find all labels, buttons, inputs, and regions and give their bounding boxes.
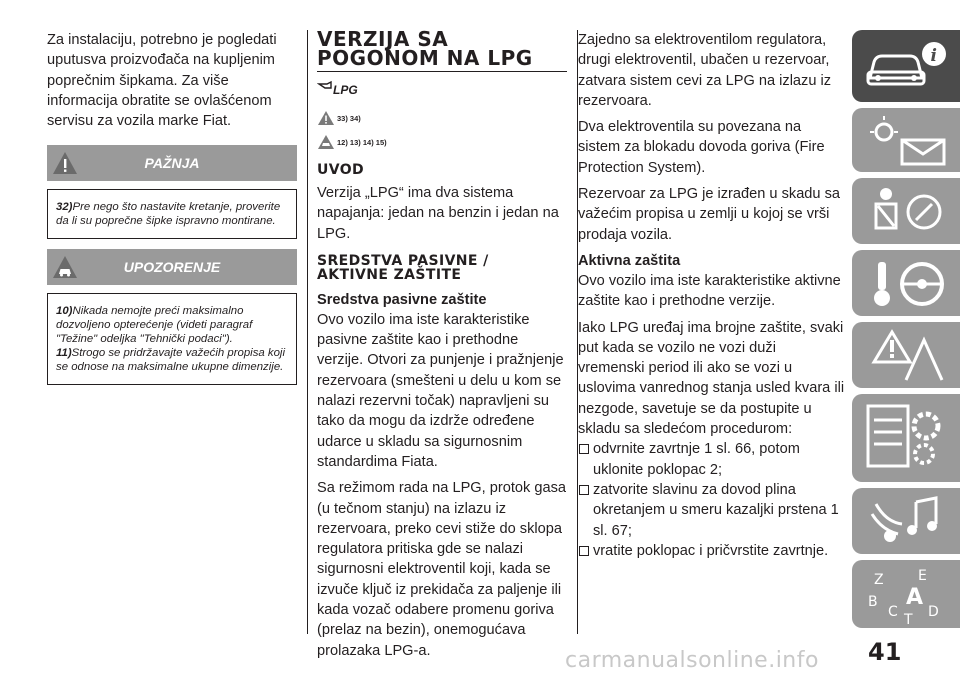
svg-text:B: B xyxy=(868,594,878,610)
warning-entry: 32)Pre nego što nastavite kretanje, proverite da li su poprečne šipke ispravno montirane. xyxy=(56,201,281,228)
car-caution-icon xyxy=(51,253,79,281)
warning-road-icon xyxy=(862,328,952,384)
dashboard-lights-icon xyxy=(862,114,952,170)
key-steering-icon xyxy=(862,256,952,312)
tab-index[interactable] xyxy=(852,560,960,628)
title-underline xyxy=(317,71,567,72)
section-title: VERZIJA SA POGONOM NA LPG xyxy=(317,27,533,70)
svg-text:i: i xyxy=(930,46,937,66)
caution-header xyxy=(47,249,297,285)
warning-references: 33) 34) xyxy=(317,107,567,129)
warning-header xyxy=(47,145,297,181)
warning-box xyxy=(47,189,297,239)
subheading-pasivna: Sredstva pasivne zaštite xyxy=(317,291,487,308)
watermark: carmanualsonline.info xyxy=(565,648,819,673)
svg-text:Z: Z xyxy=(874,572,884,588)
svg-text:E: E xyxy=(918,568,927,584)
checkbox-bullet-icon xyxy=(579,485,589,495)
checkbox-bullet-icon xyxy=(579,444,589,454)
list-item: vratite poklopac i pričvrstite zavrtnje. xyxy=(578,541,846,561)
paragraph: Rezervoar za LPG je izrađen u skadu sa važećim propisa u zemlji u kojoj se vrši prodaja vozila. xyxy=(578,186,841,243)
checkbox-bullet-icon xyxy=(579,546,589,556)
paragraph: Zajedno sa elektroventilom regulatora, drugi elektroventil, ubačen u rezervoar, zatvara sistem cevi za LPG na izlazu iz rezervoara. xyxy=(578,32,832,109)
tab-multimedia[interactable] xyxy=(852,488,960,554)
index-alphabet-icon xyxy=(862,566,952,626)
column-left xyxy=(47,30,297,385)
caution-entry: 11)Strogo se pridržavajte važećih propisa koji se odnose na maksimalne ukupne dimenzije. xyxy=(56,347,285,374)
svg-text:LPG: LPG xyxy=(333,83,358,97)
paragraph: Ovo vozilo ima iste karakteristike aktivne zaštite kao i prethodne verzije. xyxy=(578,272,841,310)
maintenance-gears-icon xyxy=(862,400,952,476)
safety-airbag-icon xyxy=(862,184,952,240)
multimedia-icon xyxy=(862,494,952,550)
svg-text:D: D xyxy=(928,604,939,620)
caution-box xyxy=(47,293,297,385)
heading-uvod: UVOD xyxy=(317,162,365,178)
lpg-pump-icon xyxy=(317,78,359,100)
tab-starting-driving[interactable] xyxy=(852,250,960,316)
tab-emergency[interactable] xyxy=(852,322,960,388)
column-right xyxy=(578,30,846,561)
page-number: 41 xyxy=(868,638,902,666)
tab-safety[interactable] xyxy=(852,178,960,244)
svg-text:A: A xyxy=(906,585,924,610)
column-middle xyxy=(317,27,567,667)
intro-paragraph: Za instalaciju, potrebno je pogledati uputusva proizvođača na kupljenim poprečnim šipkama. Za više informacija obratite se ovlašćenom servisu za vozila marke Fiat. xyxy=(47,32,277,130)
paragraph: Dva elektroventila su povezana na sistem za blokadu dovoda goriva (Fire Protection System). xyxy=(578,119,825,176)
list-item: zatvorite slavinu za dovod plina okretanjem u smeru kazaljki prstena 1 sl. 67; xyxy=(578,480,846,541)
paragraph-pasivna: Ovo vozilo ima iste karakteristike pasivne zaštite kao i prethodne verzije. Otvori za punjenje i pražnjenje rezervoara (smešteni u delu u kom se nalazi rezervni točak) napravljeni su tako da mogu da izdrže određene udarce u skladu sa sigurnosnim standardima Fiata. xyxy=(317,311,564,470)
caution-entry: 10)Nikada nemojte preći maksimalno dozvoljeno opterećenje (videti paragraf "Težine" odeljka "Tehnički podaci"). xyxy=(56,305,253,346)
column-divider xyxy=(307,30,308,634)
tab-maintenance[interactable] xyxy=(852,394,960,482)
heading-sredstva: SREDSTVA PASIVNE / AKTIVNE ZAŠTITE xyxy=(317,252,489,283)
tab-dashboard-lights[interactable] xyxy=(852,108,960,172)
subheading-aktivna: Aktivna zaštita xyxy=(578,252,681,269)
warning-title: PAŽNJA xyxy=(144,155,200,172)
list-item: odvrnite zavrtnje 1 sl. 66, potom uklonite poklopac 2; xyxy=(578,439,846,480)
warning-triangle-icon xyxy=(51,149,79,177)
paragraph-uvod: Verzija „LPG“ ima dva sistema napajanja: jedan na benzin i jedan na LPG. xyxy=(317,185,559,242)
warning-triangle-icon xyxy=(317,110,335,126)
svg-text:T: T xyxy=(904,612,913,626)
car-info-icon xyxy=(862,36,952,96)
car-caution-icon xyxy=(317,134,335,150)
paragraph-rezim: Sa režimom rada na LPG, protok gasa (u tečnom stanju) na izlazu iz rezervoara, preko cevi stiže do sklopa regulatora pritiska gde se nalazi sigurnosni elektroventil koji, kada se izvuče ključ iz prekidača za paljenje ili kada vozač odabere promenu goriva (prelaz na bezin), onemogućava prolazaka LPG-a. xyxy=(317,480,567,659)
tab-car-info[interactable] xyxy=(852,30,960,102)
svg-text:C: C xyxy=(888,604,898,620)
caution-title: UPOZORENJE xyxy=(123,259,221,276)
paragraph: Iako LPG uređaj ima brojne zaštite, svaki put kada se vozilo ne vozi duži vremenski period ili ako se vozi u uslovima vanrednog stanja usled kvara ili nezgode, savetuje se da postupite u skladu sa sledećom procedurom: xyxy=(578,319,845,438)
caution-references: 12) 13) 14) 15) xyxy=(317,131,567,153)
